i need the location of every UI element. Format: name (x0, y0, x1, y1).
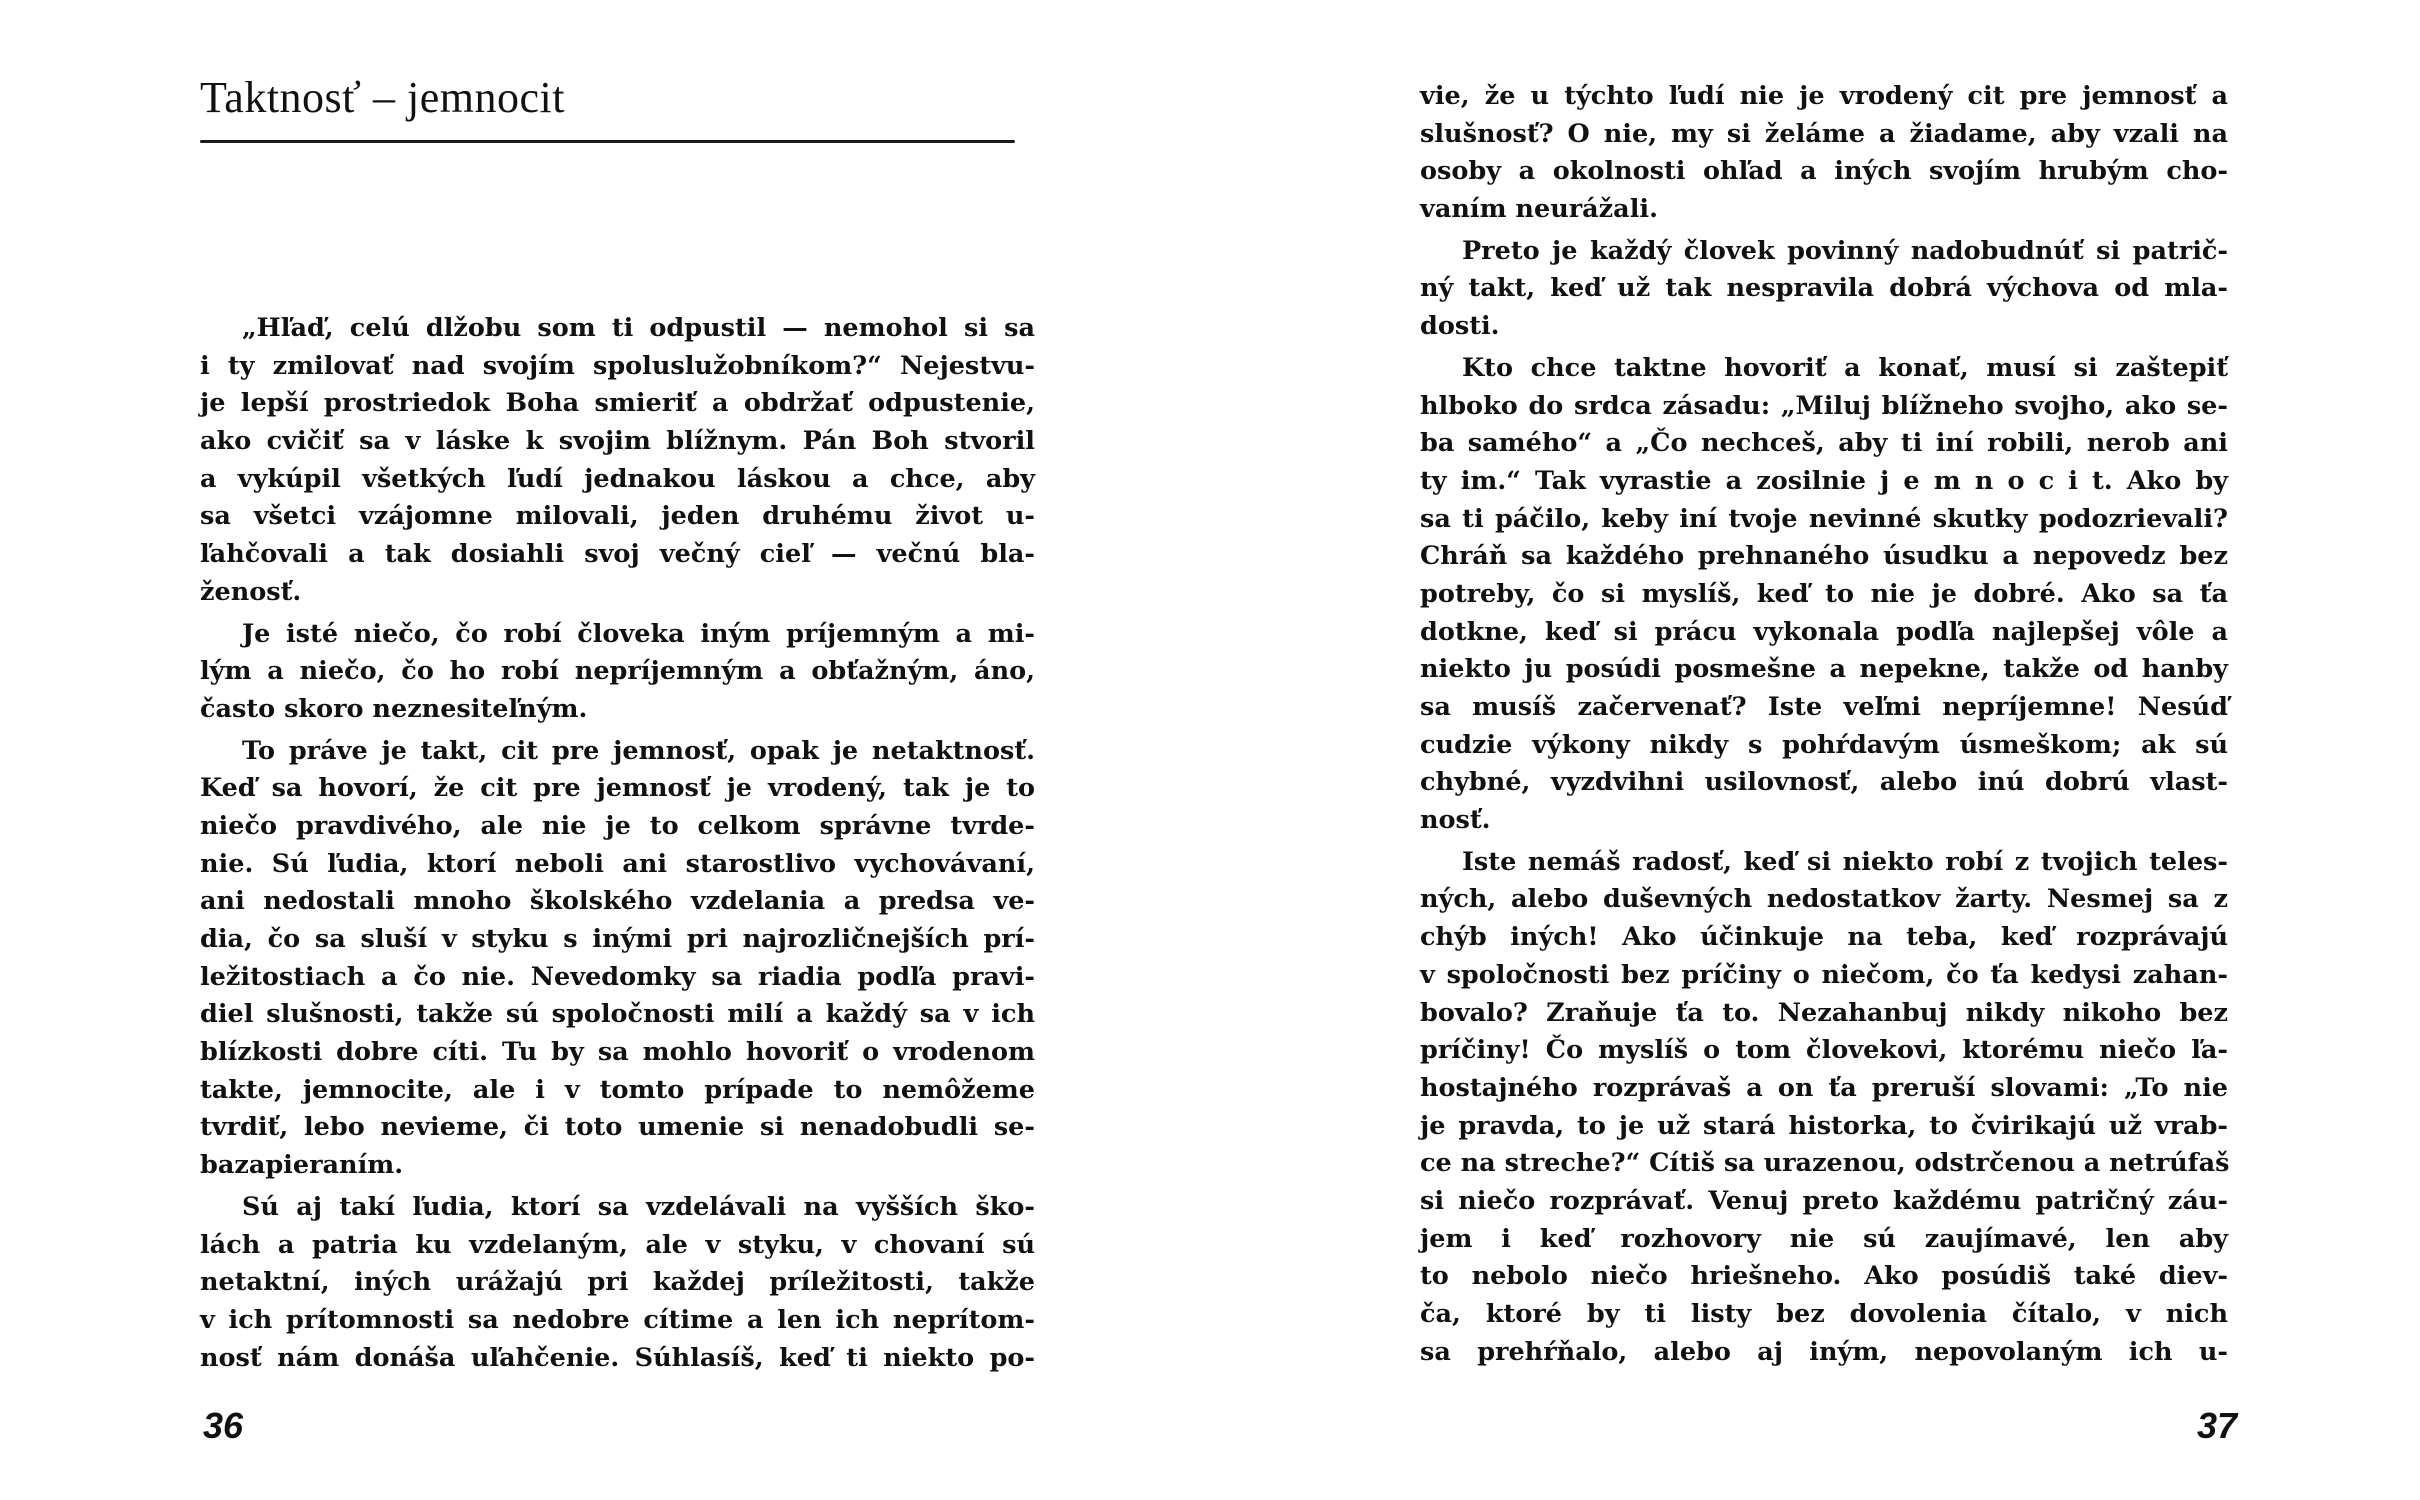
text-line: Sú aj takí ľudia, ktorí sa vzdelávali na vyšších ško- (242, 1191, 1035, 1222)
text-line: ty im.“ Tak vyrastie a zosilnie j e m n o c i t. Ako by (1420, 465, 2228, 496)
text-line: Keď sa hovorí, že cit pre jemnosť je vrodený, tak je to (200, 773, 1035, 804)
text-line: potreby, čo si myslíš, keď to nie je dobré. Ako sa ťa (1420, 578, 2228, 609)
text-line: ľahčovali a tak dosiahli svoj večný cieľ — večnú bla- (200, 539, 1035, 570)
left-page-body (200, 310, 1035, 1377)
text-line: slušnosť? O nie, my si želáme a žiadame, aby vzali na (1420, 118, 2228, 149)
text-line: lách a patria ku vzdelaným, ale v styku, v chovaní sú (200, 1229, 1035, 1260)
text-line: jem i keď rozhovory nie sú zaujímavé, len aby (1420, 1223, 2228, 1254)
text-line: tvrdiť, lebo nevieme, či toto umenie si nenadobudli se- (200, 1112, 1035, 1143)
text-line: i ty zmilovať nad svojím spoluslužobníkom?“ Nejestvu- (200, 350, 1035, 381)
text-line: príčiny! Čo myslíš o tom človekovi, ktorému niečo ľa- (1420, 1035, 2228, 1066)
text-line: vie, že u týchto ľudí nie je vrodený cit pre jemnosť a (1420, 81, 2228, 111)
text-line: ako cvičiť sa v láske k svojim blížnym. Pán Boh stvoril (200, 426, 1035, 457)
text-line: ných, alebo duševných nedostatkov žarty. Nesmej sa z (1420, 884, 2228, 915)
text-line: osoby a okolnosti ohľad a iných svojím hrubým cho- (1420, 156, 2228, 187)
text-line: v spoločnosti bez príčiny o niečom, čo ťa kedysi zahan- (1420, 959, 2228, 990)
text-line: bazapieraním. (200, 1150, 404, 1181)
text-line: lým a niečo, čo ho robí nepríjemným a obťažným, áno, (200, 656, 1035, 687)
text-line: vaním neurážali. (1420, 194, 1658, 225)
text-line: cudzie výkony nikdy s pohŕdavým úsmeškom; ak sú (1420, 729, 2228, 760)
page-number-right: 37 (2197, 1405, 2238, 1446)
paragraph (1420, 844, 2228, 1372)
text-line: v ich prítomnosti sa nedobre cítime a len ich neprítom- (200, 1304, 1035, 1335)
text-line: Iste nemáš radosť, keď si niekto robí z tvojich teles- (1462, 846, 2228, 877)
text-line: často skoro neznesiteľným. (200, 693, 588, 724)
paragraph (200, 733, 1035, 1185)
text-line: takte, jemnocite, ale i v tomto prípade to nemôžeme (200, 1074, 1035, 1105)
text-line: ani nedostali mnoho školského vzdelania a predsa ve- (200, 886, 1035, 917)
paragraph (200, 616, 1035, 729)
text-line: sa musíš začervenať? Iste veľmi nepríjemne! Nesúď (1420, 692, 2228, 722)
text-line: netaktní, iných urážajú pri každej príležitosti, takže (200, 1267, 1035, 1298)
text-line: hlboko do srdca zásadu: „Miluj blížneho svojho, ako se- (1420, 390, 2228, 421)
text-line: Chráň sa každého prehnaného úsudku a nepovedz bez (1420, 541, 2228, 572)
text-line: to nebolo niečo hriešneho. Ako posúdiš také diev- (1420, 1261, 2228, 1292)
text-line: ležitostiach a čo nie. Nevedomky sa riadia podľa pravi- (200, 961, 1035, 992)
text-line: „Hľaď, celú dlžobu som ti odpustil — nemohol si sa (242, 313, 1035, 343)
text-line: To práve je takt, cit pre jemnosť, opak je netaktnosť. (242, 735, 1035, 766)
text-line: Kto chce taktne hovoriť a konať, musí si zaštepiť (1462, 352, 2228, 383)
text-line: a vykúpil všetkých ľudí jednakou láskou a chce, aby (200, 463, 1035, 494)
text-line: niekto ju posúdi posmešne a nepekne, takže od hanby (1420, 654, 2228, 685)
text-line: ča, ktoré by ti listy bez dovolenia čítalo, v nich (1420, 1299, 2228, 1329)
text-line: sa všetci vzájomne milovali, jeden druhému život u- (200, 501, 1035, 532)
paragraph (1420, 350, 2228, 840)
text-line: je pravda, to je už stará historka, to čvirikajú už vrab- (1420, 1110, 2228, 1141)
right-page (1210, 0, 2420, 1500)
text-line: si niečo rozprávať. Venuj preto každému patričný záu- (1420, 1185, 2228, 1216)
text-line: ba samého“ a „Čo nechceš, aby ti iní robili, nerob ani (1420, 428, 2228, 459)
text-line: diel slušnosti, takže sú spoločnosti milí a každý sa v ich (200, 999, 1035, 1030)
paragraph (200, 1189, 1035, 1377)
paragraph (1420, 78, 2228, 229)
text-line: sa ti páčilo, keby iní tvoje nevinné skutky podozrievali? (1420, 503, 2228, 534)
text-line: sa prehŕňalo, alebo aj iným, nepovolaným ich u- (1420, 1336, 2228, 1367)
text-line: dosti. (1420, 311, 1500, 342)
text-line: ce na streche?“ Cítiš sa urazenou, odstrčenou a netrúfaš (1420, 1148, 2230, 1179)
paragraph (1420, 233, 2228, 346)
text-line: nosť. (1420, 805, 1491, 836)
text-line: ženosť. (200, 576, 302, 607)
chapter-title-rule (200, 140, 1015, 143)
text-line: nie. Sú ľudia, ktorí neboli ani starostlivo vychovávaní, (200, 848, 1035, 879)
text-line: niečo pravdivého, ale nie je to celkom správne tvrde- (200, 810, 1035, 841)
text-line: nosť nám donáša uľahčenie. Súhlasíš, keď ti niekto po- (200, 1342, 1035, 1373)
text-line: bovalo? Zraňuje ťa to. Nezahanbuj nikdy nikoho bez (1420, 997, 2228, 1028)
text-line: chybné, vyzdvihni usilovnosť, alebo inú dobrú vlast- (1420, 767, 2228, 798)
chapter-title: Taktnosť – jemnocit (200, 73, 565, 122)
text-line: blízkosti dobre cíti. Tu by sa mohlo hovoriť o vrodenom (200, 1037, 1035, 1068)
text-line: je lepší prostriedok Boha smieriť a obdržať odpustenie, (200, 388, 1035, 419)
text-line: chýb iných! Ako účinkuje na teba, keď rozprávajú (1420, 922, 2228, 953)
text-line: dotkne, keď si prácu vykonala podľa najlepšej vôle a (1420, 616, 2228, 647)
text-line: ný takt, keď už tak nespravila dobrá výchova od mla- (1420, 273, 2228, 304)
text-line: dia, čo sa sluší v styku s inými pri najrozličnejších prí- (200, 924, 1035, 954)
text-line: hostajného rozprávaš a on ťa preruší slovami: „To nie (1420, 1072, 2228, 1103)
text-line: Preto je každý človek povinný nadobudnúť si patrič- (1462, 235, 2228, 266)
text-line: Je isté niečo, čo robí človeka iným príjemným a mi- (242, 618, 1035, 649)
right-page-body (1420, 78, 2228, 1371)
page-number-left: 36 (203, 1405, 244, 1446)
paragraph (200, 310, 1035, 612)
